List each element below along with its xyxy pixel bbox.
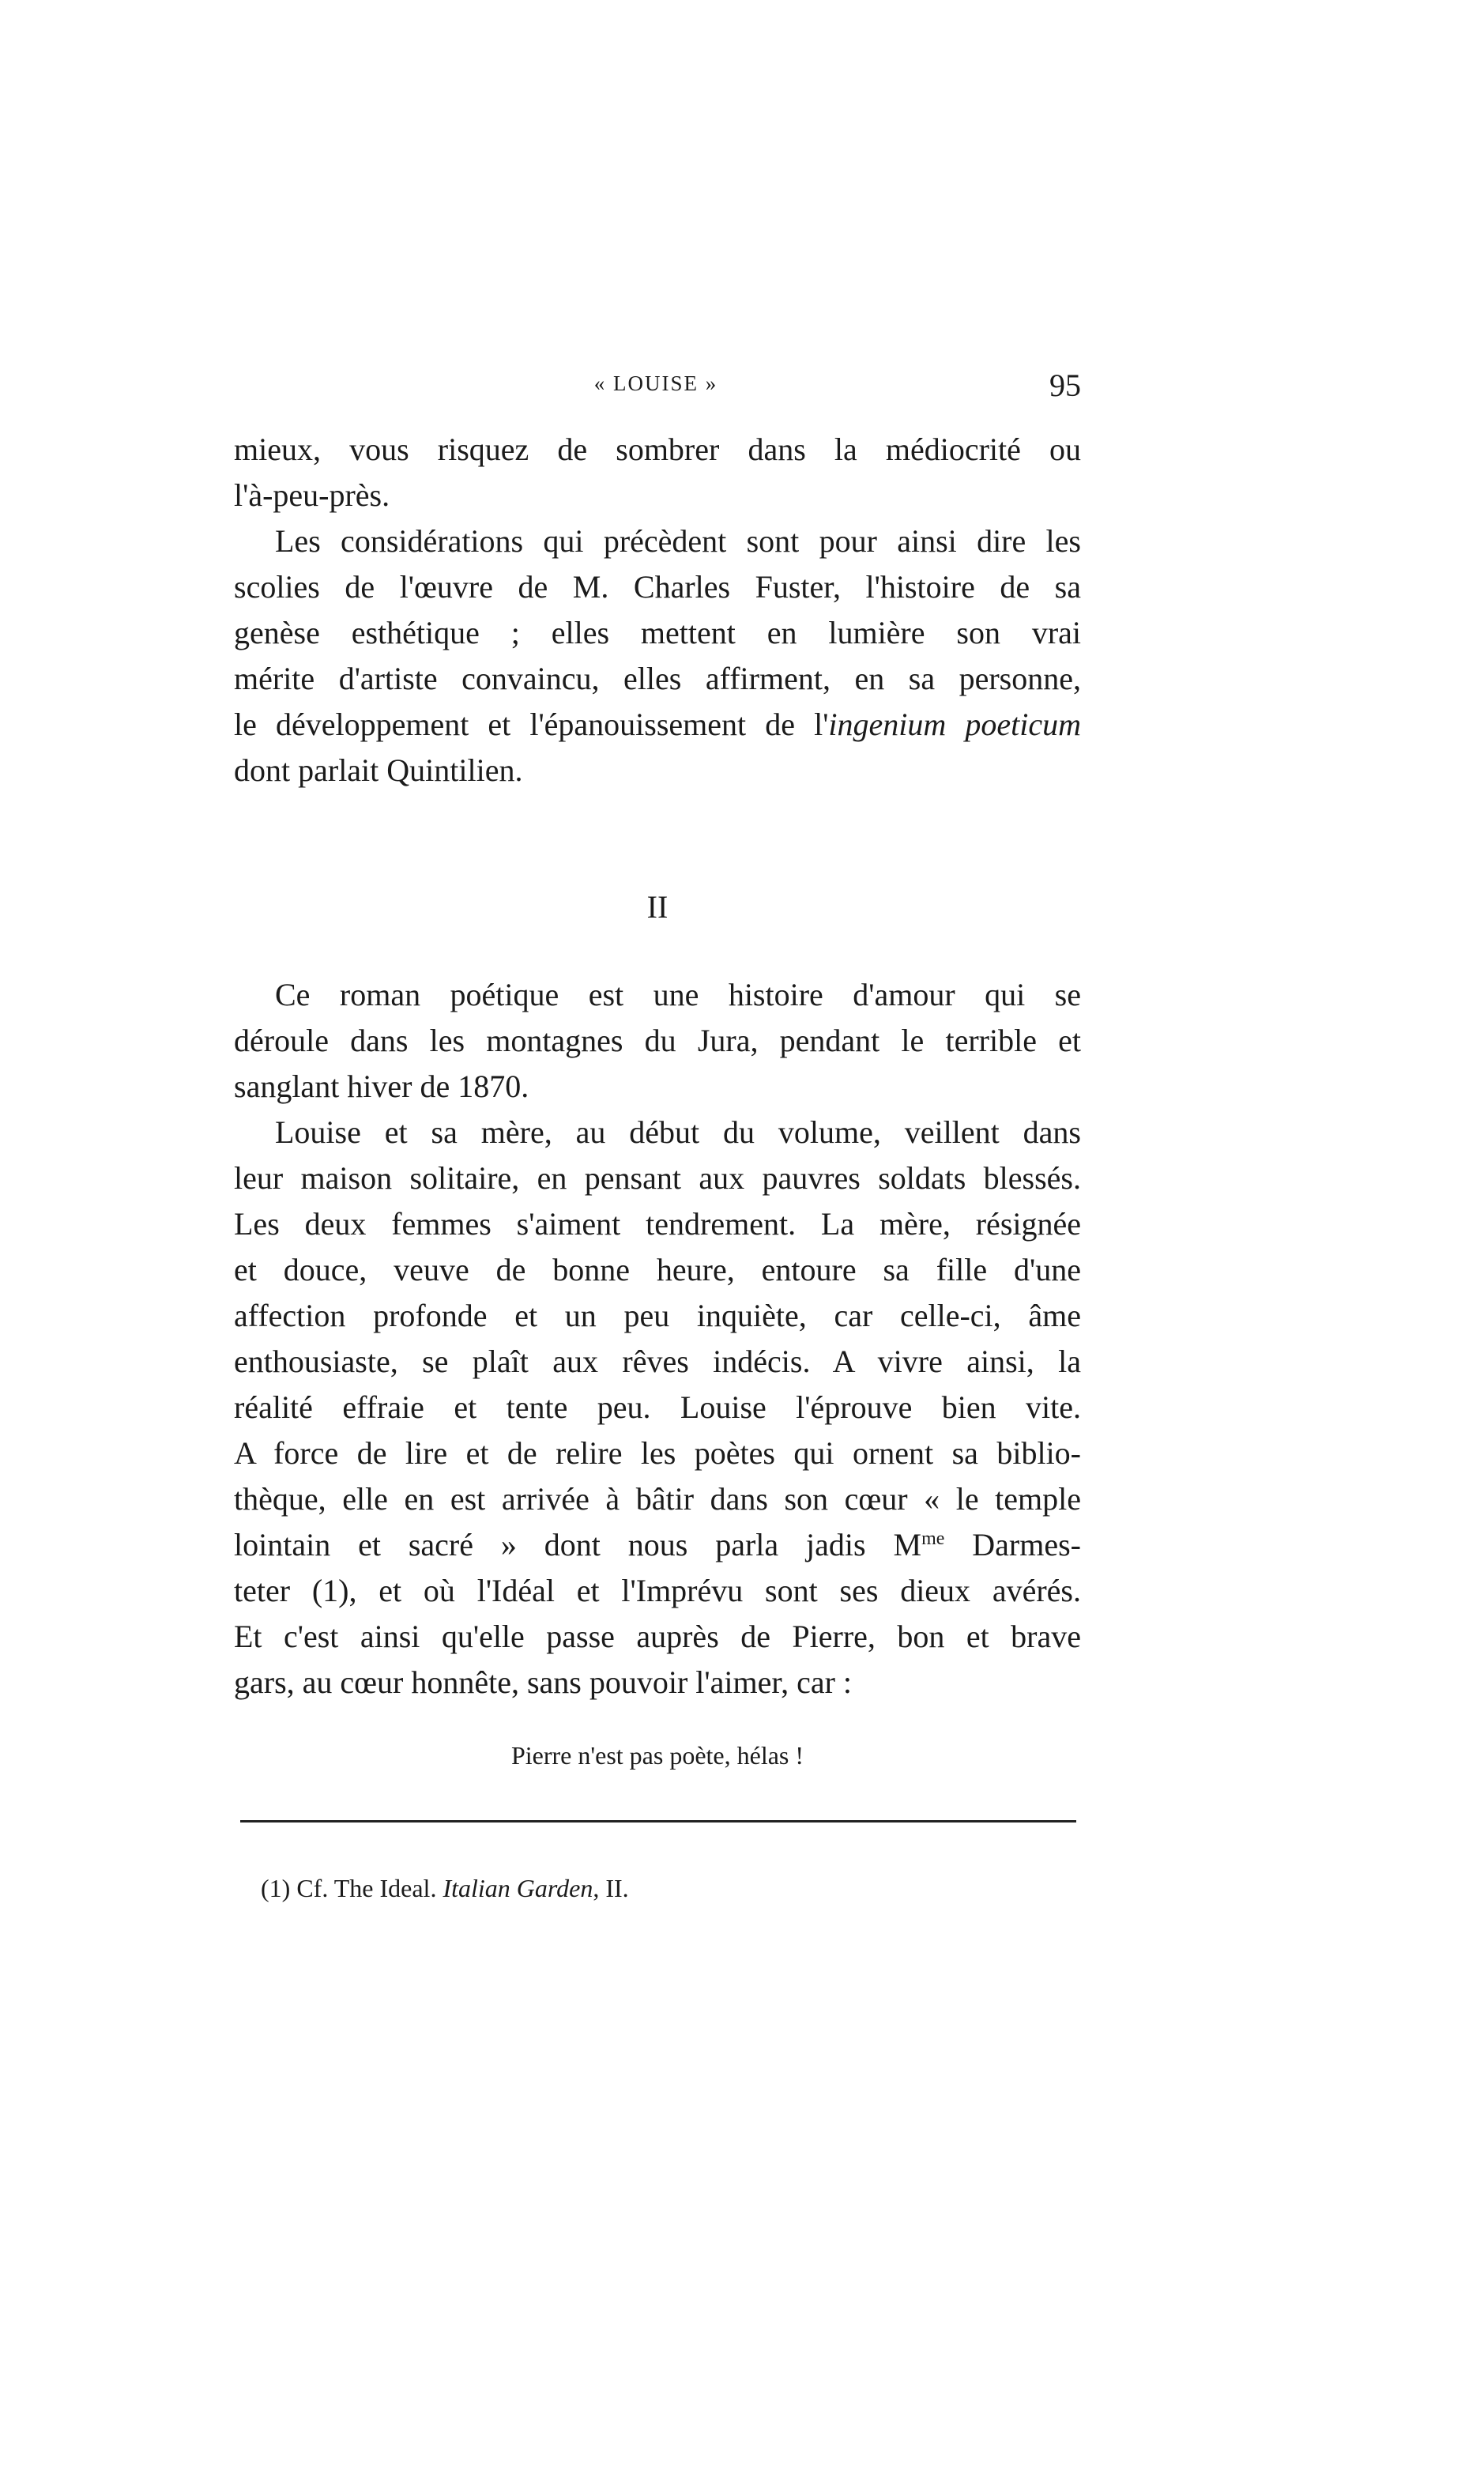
text-line: mieux, vous risquez de sombrer dans la médiocrité ou	[234, 432, 1081, 467]
footnote-italic: Italian Garden	[443, 1874, 593, 1902]
footnote-rule	[240, 1820, 1076, 1822]
italic-phrase: ingenium poeticum	[828, 707, 1081, 742]
text-line: teter (1), et où l'Idéal et l'Imprévu sont ses dieux avérés.	[234, 1573, 1081, 1608]
text-line: Les deux femmes s'aiment tendrement. La mère, résignée	[234, 1206, 1081, 1242]
footnote-text: (1) Cf. The Ideal.	[261, 1874, 443, 1902]
text-line: Ce roman poétique est une histoire d'amour qui se	[275, 977, 1081, 1012]
text-line: A force de lire et de relire les poètes qui ornent sa biblio-	[234, 1435, 1081, 1471]
text-segment: lointain et sacré » dont nous parla jadis M	[234, 1527, 922, 1562]
text-line	[234, 1522, 1081, 1568]
text-line: genèse esthétique ; elles mettent en lumière son vrai	[234, 615, 1081, 650]
text-line: Et c'est ainsi qu'elle passe auprès de Pierre, bon et brave	[234, 1619, 1081, 1654]
section-heading: II	[646, 889, 669, 925]
page-number: 95	[1049, 368, 1081, 403]
footnote	[261, 1868, 629, 1908]
paragraph-block-2	[234, 972, 1081, 1706]
running-title: « LOUISE »	[593, 371, 718, 395]
text-line: déroule dans les montagnes du Jura, pendant le terrible et	[234, 1023, 1081, 1058]
paragraph-block-1	[234, 427, 1081, 793]
text-line: l'à-peu-près.	[234, 477, 390, 513]
text-line: mérite d'artiste convaincu, elles affirment, en sa personne,	[234, 661, 1081, 696]
text-line: réalité effraie et tente peu. Louise l'éprouve bien vite.	[234, 1389, 1081, 1425]
running-head	[231, 367, 1081, 414]
text-line: enthousiaste, se plaît aux rêves indécis. A vivre ainsi, la	[234, 1344, 1081, 1379]
verse-quote: Pierre n'est pas poète, hélas !	[510, 1741, 804, 1770]
footnote-tail: , II.	[593, 1874, 629, 1902]
text-line: sanglant hiver de 1870.	[234, 1069, 529, 1104]
text-line: leur maison solitaire, en pensant aux pauvres soldats blessés.	[234, 1160, 1081, 1196]
text-segment: Darmes-	[944, 1527, 1081, 1562]
text-line: Louise et sa mère, au début du volume, veillent dans	[275, 1114, 1081, 1150]
text-segment: le développement et l'épanouissement de l'	[234, 707, 829, 742]
text-line: affection profonde et un peu inquiète, car celle-ci, âme	[234, 1298, 1081, 1333]
text-line	[234, 702, 1081, 748]
text-line: dont parlait Quintilien.	[234, 752, 523, 788]
text-line: gars, au cœur honnête, sans pouvoir l'aimer, car :	[234, 1664, 853, 1700]
text-line: thèque, elle en est arrivée à bâtir dans son cœur « le temple	[234, 1481, 1081, 1517]
text-line: et douce, veuve de bonne heure, entoure sa fille d'une	[234, 1252, 1081, 1287]
text-line: Les considérations qui précèdent sont pour ainsi dire les	[275, 523, 1081, 559]
text-line: scolies de l'œuvre de M. Charles Fuster, l'histoire de sa	[234, 569, 1081, 605]
superscript: me	[921, 1528, 945, 1549]
